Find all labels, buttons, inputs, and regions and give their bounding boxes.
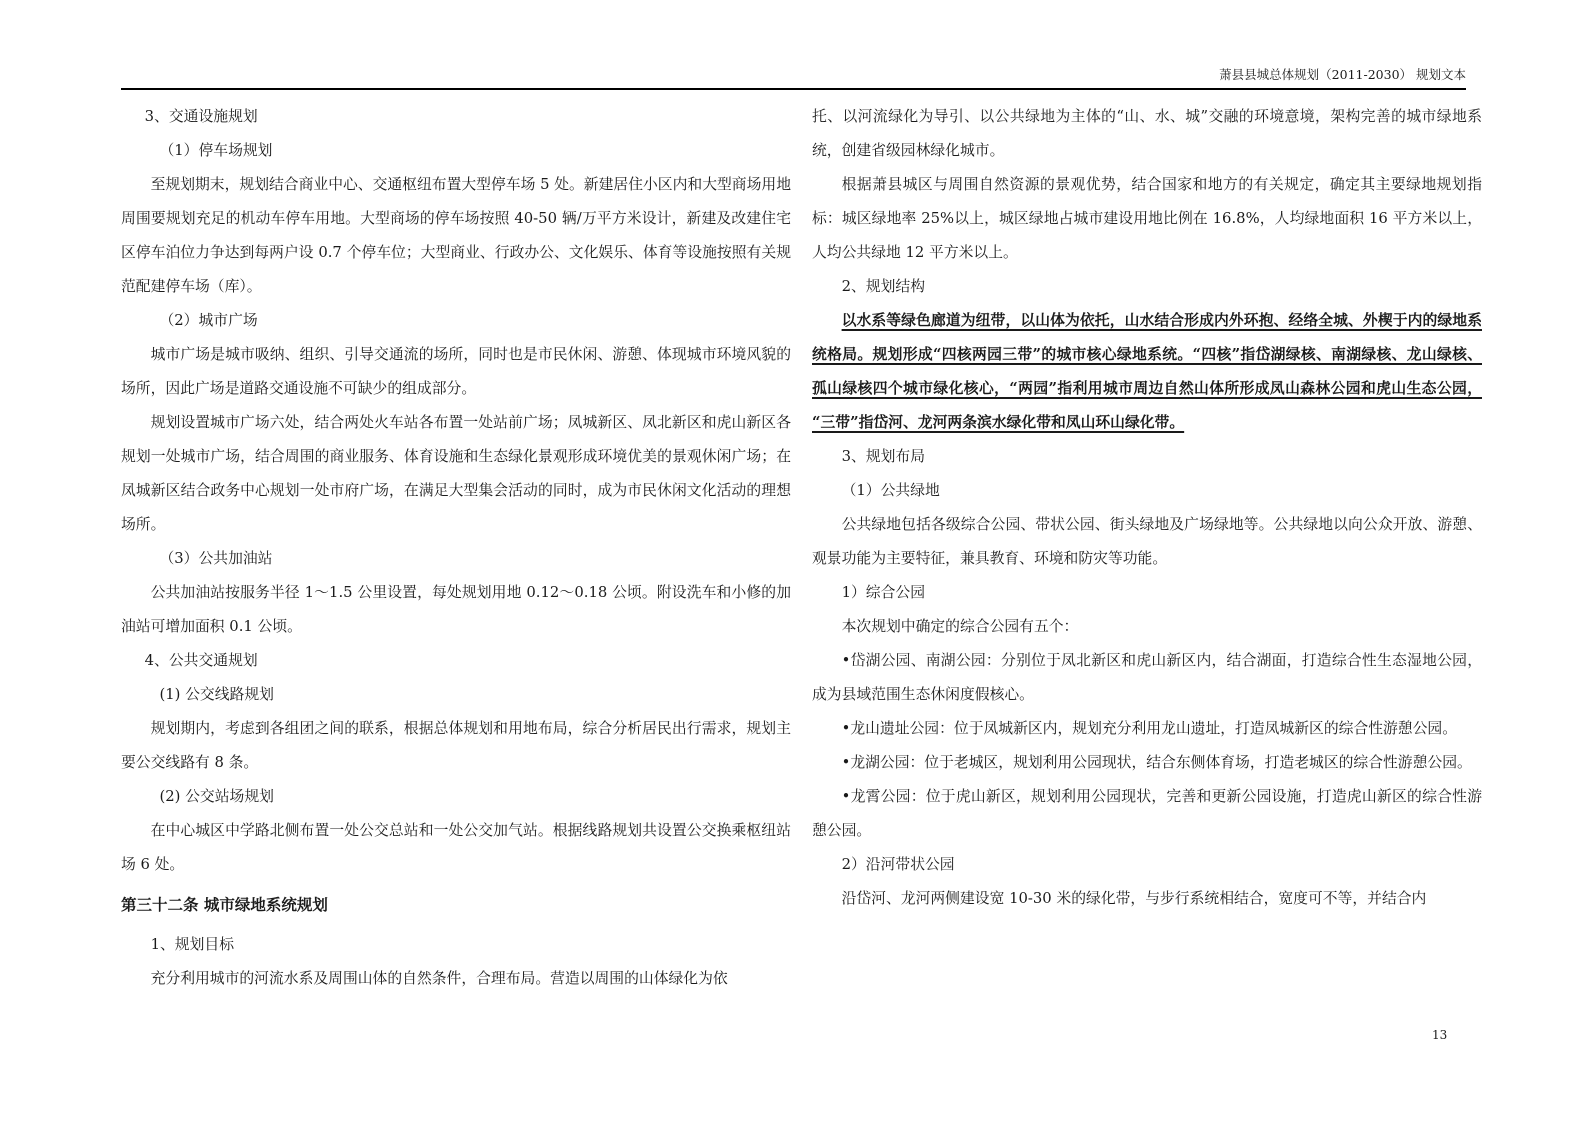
highlighted-paragraph: 以水系等绿色廊道为纽带，以山体为依托，山水结合形成内外环抱、经络全城、外楔于内的绿地系统格局。规划形成“四核两园三带”的城市核心绿地系统。“四核”指岱湖绿核、南湖绿核、龙山绿核、孤山绿核四个城市绿化核心，“两园”指利用城市周边自然山体所形成凤山森林公园和虎山生态公园， “三带”指岱河、龙河两条滨水绿化带和凤山环山绿化带。 bbox=[812, 312, 1482, 431]
left-column bbox=[121, 100, 791, 996]
section-heading: 3、规划布局 bbox=[841, 448, 925, 465]
page-number: 13 bbox=[1432, 1028, 1448, 1042]
paragraph: 至规划期末，规划结合商业中心、交通枢纽布置大型停车场 5 处。新建居住小区内和大型商场用地周围要规划充足的机动车停车用地。大型商场的停车场按照 40-50 辆/万平方米设计，新建及改建住宅区停车泊位力争达到每两户设 0.7 个停车位；大型商业、行政办公、文化娱乐、体育等设施按照有关规范配建停车场（库）。 bbox=[121, 176, 791, 295]
paragraph: 规划期内，考虑到各组团之间的联系，根据总体规划和用地布局，综合分析居民出行需求，规划主要公交线路有 8 条。 bbox=[121, 720, 791, 771]
list-item: •岱湖公园、南湖公园：分别位于凤北新区和虎山新区内，结合湖面，打造综合性生态湿地公园，成为县域范围生态休闲度假核心。 bbox=[812, 652, 1482, 703]
subsection-heading: 1）综合公园 bbox=[841, 584, 925, 601]
list-item: •龙湖公园：位于老城区，规划利用公园现状，结合东侧体育场，打造老城区的综合性游憩公园。 bbox=[841, 754, 1472, 771]
subsection-heading: （1）公共绿地 bbox=[841, 482, 940, 499]
list-item: •龙山遗址公园：位于凤城新区内，规划充分利用龙山遗址，打造凤城新区的综合性游憩公园。 bbox=[841, 720, 1457, 737]
paragraph: 在中心城区中学路北侧布置一处公交总站和一处公交加气站。根据线路规划共设置公交换乘枢纽站场 6 处。 bbox=[121, 822, 791, 873]
paragraph: 根据萧县城区与周围自然资源的景观优势，结合国家和地方的有关规定，确定其主要绿地规划指标：城区绿地率 25%以上，城区绿地占城市建设用地比例在 16.8%，人均绿地面积 16 平方米以上，人均公共绿地 12 平方米以上。 bbox=[812, 176, 1482, 261]
subsection-heading: （3）公共加油站 bbox=[159, 550, 273, 567]
paragraph: 充分利用城市的河流水系及周围山体的自然条件，合理布局。营造以周围的山体绿化为依 bbox=[150, 970, 728, 987]
article-heading: 第三十二条 城市绿地系统规划 bbox=[121, 896, 328, 914]
paragraph: 沿岱河、龙河两侧建设宽 10-30 米的绿化带，与步行系统相结合，宽度可不等，并结合内 bbox=[841, 890, 1427, 907]
page-header bbox=[121, 66, 1466, 90]
subsection-heading: (1) 公交线路规划 bbox=[159, 686, 274, 703]
subsection-heading: （2）城市广场 bbox=[159, 312, 258, 329]
paragraph: 城市广场是城市吸纳、组织、引导交通流的场所，同时也是市民休闲、游憩、体现城市环境风貌的场所，因此广场是道路交通设施不可缺少的组成部分。 bbox=[121, 346, 791, 397]
header-title: 萧县县城总体规划（2011-2030） 规划文本 bbox=[1219, 67, 1466, 82]
right-column bbox=[812, 100, 1482, 916]
section-heading: 2、规划结构 bbox=[841, 278, 925, 295]
paragraph: 公共绿地包括各级综合公园、带状公园、街头绿地及广场绿地等。公共绿地以向公众开放、游憩、观景功能为主要特征，兼具教育、环境和防灾等功能。 bbox=[812, 516, 1482, 567]
paragraph: 本次规划中确定的综合公园有五个： bbox=[841, 618, 1079, 635]
paragraph: 公共加油站按服务半径 1～1.5 公里设置，每处规划用地 0.12～0.18 公顷。附设洗车和小修的加油站可增加面积 0.1 公顷。 bbox=[121, 584, 791, 635]
paragraph: 托、以河流绿化为导引、以公共绿地为主体的“山、水、城”交融的环境意境，架构完善的城市绿地系统，创建省级园林绿化城市。 bbox=[812, 108, 1482, 159]
list-item: •龙霄公园：位于虎山新区，规划利用公园现状，完善和更新公园设施，打造虎山新区的综合性游憩公园。 bbox=[812, 788, 1482, 839]
section-heading: 1、规划目标 bbox=[150, 936, 234, 953]
paragraph: 规划设置城市广场六处，结合两处火车站各布置一处站前广场；凤城新区、凤北新区和虎山新区各规划一处城市广场，结合周围的商业服务、体育设施和生态绿化景观形成环境优美的景观休闲广场；在凤城新区结合政务中心规划一处市府广场，在满足大型集会活动的同时，成为市民休闲文化活动的理想场所。 bbox=[121, 414, 791, 533]
section-heading: 3、交通设施规划 bbox=[144, 108, 258, 125]
subsection-heading: （1）停车场规划 bbox=[159, 142, 273, 159]
subsection-heading: (2) 公交站场规划 bbox=[159, 788, 274, 805]
subsection-heading: 2）沿河带状公园 bbox=[841, 856, 955, 873]
section-heading: 4、公共交通规划 bbox=[144, 652, 258, 669]
